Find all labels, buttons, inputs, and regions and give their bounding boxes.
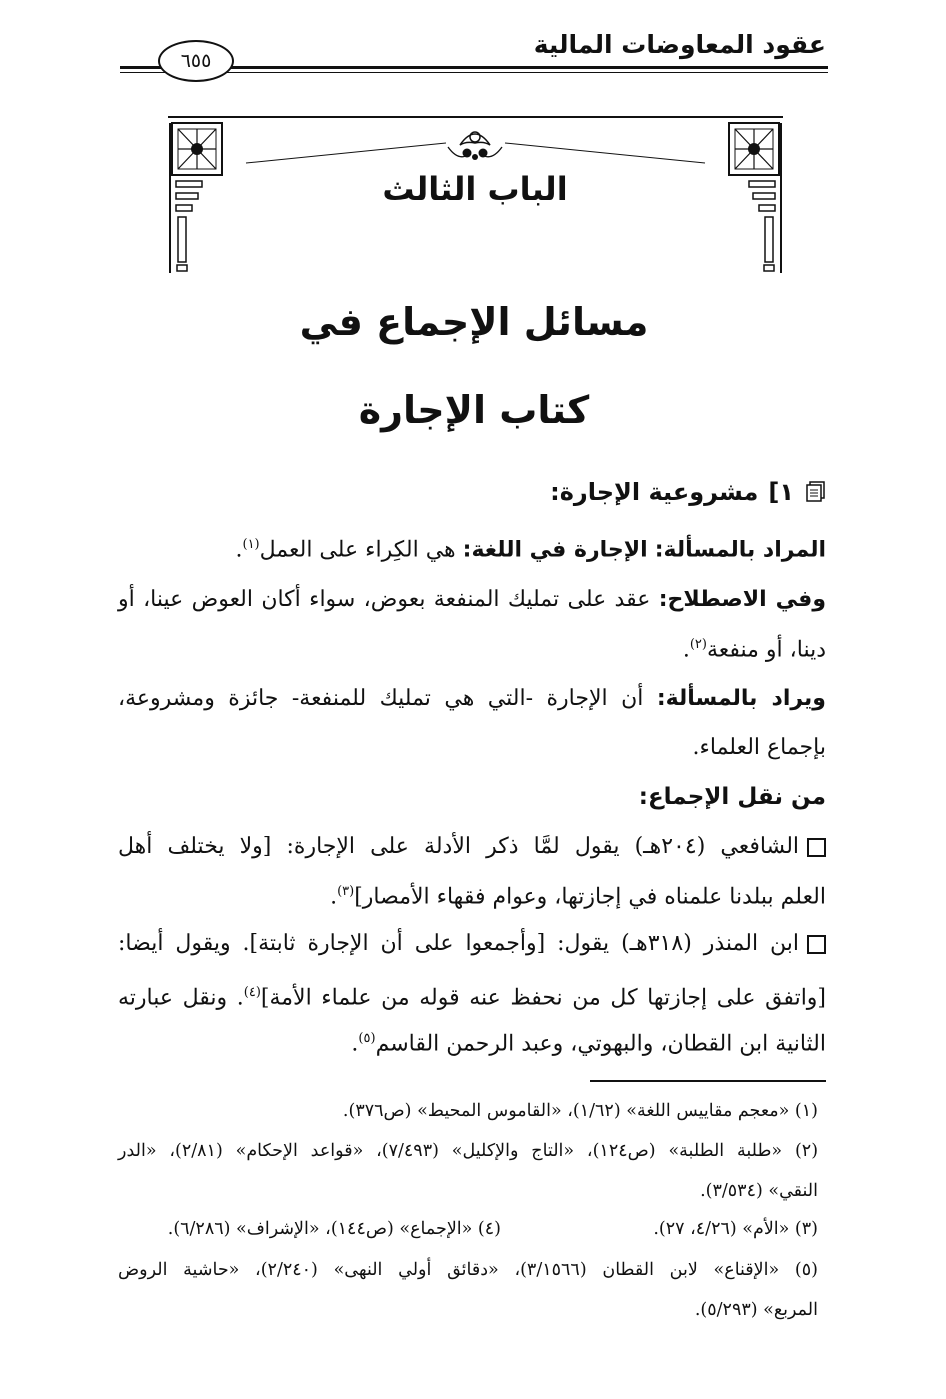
- paragraph-intent: [118, 684, 826, 714]
- term-label: وفي الاصطلاح:: [658, 587, 827, 612]
- text: هي الكِراء على العمل: [259, 537, 456, 563]
- text: ابن المنذر (٣١٨هـ) يقول: [وأجمعوا على أن الإجارة ثابتة]. ويقول أيضا:: [118, 931, 799, 956]
- text: عقد على تمليك المنفعة بعوض، سواء أكان العوض عينا، أو: [118, 587, 651, 612]
- section-title: مشروعية الإجارة:: [550, 478, 759, 506]
- text: أن الإجارة -التي هي تمليك للمنفعة- جائزة ومشروعة،: [118, 686, 644, 711]
- footnote-1: (١) «معجم مقاييس اللغة» (١/٦٢)، «القاموس المحيط» (ص٣٧٦).: [342, 1101, 818, 1121]
- quote-shafii: [118, 832, 826, 862]
- footnote-ref: (٢): [689, 637, 707, 652]
- paragraph-line: [118, 733, 826, 763]
- footnote-2: (٢) «طلبة الطلبة» (ص١٢٤)، «التاج والإكليل» (٧/٤٩٣)، «قواعد الإحكام» (٢/٨١)، «الدر: [118, 1141, 819, 1161]
- term-label: ويراد بالمسألة:: [656, 686, 826, 711]
- paragraph-line: [واتفق على إجازتها كل من نحفظ عنه قوله من علماء الأمة]$^{(٤)}$. ونقل عبارته: [118, 985, 827, 1011]
- chapter-title: الباب الثالث: [382, 170, 568, 208]
- subheading-consensus: من نقل الإجماع:: [638, 784, 826, 810]
- text: الثانية ابن القطان، والبهوتي، وعبد الرحمن القاسم: [375, 1031, 826, 1057]
- text: بإجماع العلماء.: [692, 735, 826, 760]
- footnote-ref: (١): [242, 537, 260, 552]
- footnote-3: (٣) «الأم» (٤/٢٦، ٢٧).: [653, 1219, 818, 1239]
- footnote-ref: (٥): [358, 1031, 376, 1046]
- footnote-ref: (٤): [243, 985, 261, 1000]
- footnote-separator: [590, 1080, 826, 1082]
- paragraph-line: الثانية ابن القطان، والبهوتي، وعبد الرحمن القاسم$^{(٥)}$.: [351, 1031, 826, 1057]
- section-number: ١]: [768, 478, 794, 506]
- paragraph-definition-term: [118, 585, 826, 615]
- document-stack-icon: [804, 481, 826, 503]
- footnote-2-cont: النقي» (٣/٥٣٤).: [700, 1181, 818, 1201]
- footnote-5-cont: المربع» (٥/٢٩٣).: [694, 1300, 818, 1320]
- footnote-ref: (٣): [337, 884, 355, 899]
- paragraph-line: العلم ببلدنا علمناه في إجازتها، وعوام فقهاء الأمصار]$^{(٣)}$.: [330, 884, 826, 910]
- main-heading-line2: كتاب الإجارة: [358, 388, 590, 432]
- quote-ibn-almundhir: [118, 929, 826, 959]
- text: [واتفق على إجازتها كل من نحفظ عنه قوله من علماء الأمة]: [260, 985, 827, 1011]
- text: العلم ببلدنا علمناه في إجازتها، وعوام فقهاء الأمصار]: [354, 884, 826, 910]
- text: الشافعي (٢٠٤هـ) يقول لمَّا ذكر الأدلة على الإجارة: [ولا يختلف أهل: [118, 834, 800, 859]
- running-title: عقود المعاوضات المالية: [533, 30, 826, 59]
- page-number: ٦٥٥: [158, 40, 234, 82]
- checkbox-bullet-icon: [807, 935, 826, 954]
- main-heading-line1: مسائل الإجماع في: [299, 300, 649, 344]
- term-label: الإجارة في اللغة:: [462, 537, 648, 563]
- footnote-4: (٤) «الإجماع» (ص١٤٤)، «الإشراف» (٦/٢٨٦).: [167, 1219, 501, 1239]
- section-heading: [550, 478, 826, 506]
- footnote-5: (٥) «الإقناع» لابن القطان (٣/١٥٦٦)، «دقائق أولي النهى» (٢/٢٤٠)، «حاشية الروض: [118, 1260, 818, 1280]
- paragraph-definition-language: المراد بالمسألة: الإجارة في اللغة: هي الكِراء على العمل$^{(١)}$.: [235, 537, 826, 563]
- text: دينا، أو منفعة: [706, 637, 826, 663]
- checkbox-bullet-icon: [807, 838, 826, 857]
- term-label: المراد بالمسألة:: [654, 537, 826, 563]
- paragraph-line: دينا، أو منفعة$^{(٢)}$.: [682, 637, 826, 663]
